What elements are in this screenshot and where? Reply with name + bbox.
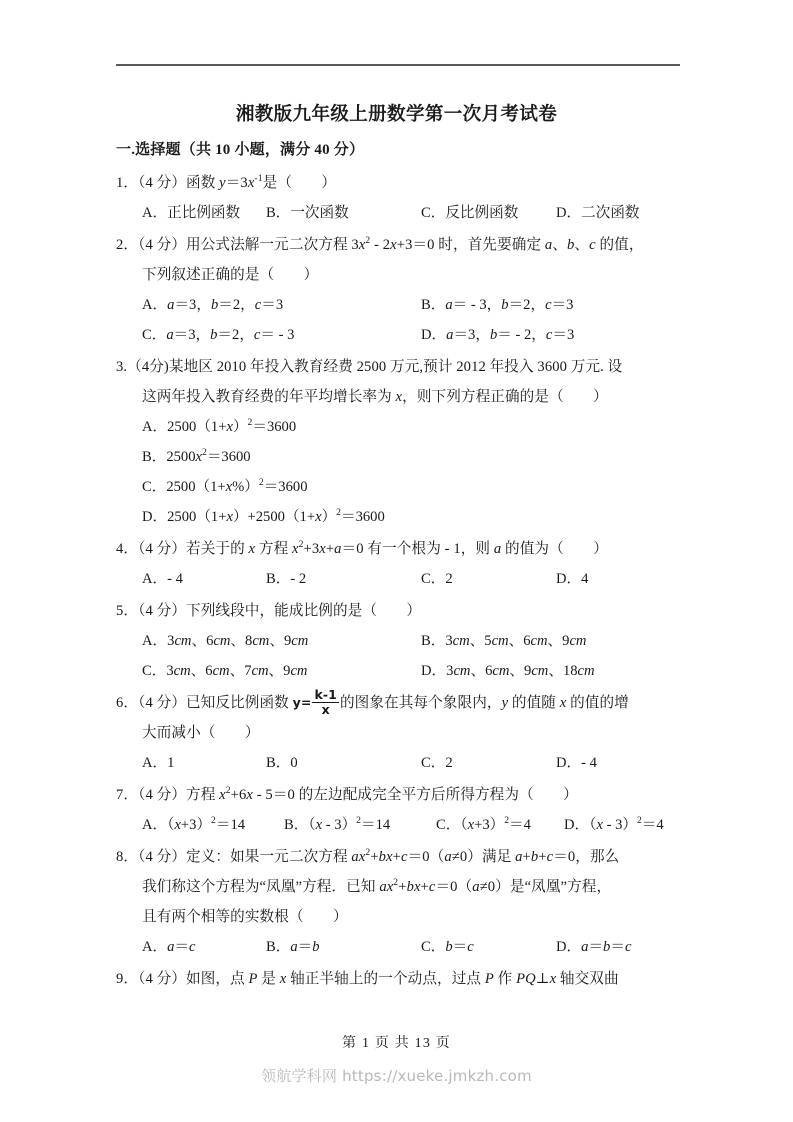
option-c[interactable]: C．3cm、6cm、7cm、9cm — [142, 663, 308, 679]
question-7-options — [116, 810, 682, 840]
option-b[interactable]: B．0 — [266, 755, 298, 771]
question-3-stem-line-1: 3.（4分)某地区 2010 年投入教育经费 2500 万元,预计 2012 年投入 3600 万元. 设 — [116, 359, 623, 375]
question-2-stem-line-1: 2．（4 分）用公式法解一元二次方程 $3x^2 - 2x+3=0$ 时，首先要确定 a、b、c 的值， — [116, 235, 644, 253]
question-6-stem-line-1: 6．（4 分）已知反比例函数 y= $\frac{k-1}{x}$ 的图象在其每个象限内，y 的值随 x 的值的增 — [116, 687, 629, 717]
questions-container — [116, 168, 682, 996]
option-a[interactable]: A．$(x+3)^2=14$ — [142, 815, 246, 833]
option-b[interactable]: B．$2500x^2=3600$ — [142, 447, 251, 465]
option-d[interactable]: D．4 — [556, 571, 589, 587]
section-heading: 一.选择题（共 10 小题，满分 40 分） — [116, 142, 365, 158]
option-a[interactable]: A．a＝3，b＝2，c＝3 — [142, 297, 284, 313]
question-9 — [116, 964, 682, 994]
option-b[interactable]: B．（x - 3）$^2$＝14 — [284, 815, 391, 833]
question-6-options — [116, 748, 682, 778]
option-a[interactable]: A．a＝c — [142, 939, 196, 955]
option-b[interactable]: B．一次函数 — [266, 205, 349, 221]
option-c[interactable]: C．b＝c — [421, 939, 474, 955]
option-d[interactable]: D．（x - 3）$^2$＝4 — [564, 815, 664, 833]
question-8-options — [116, 932, 682, 962]
option-d[interactable]: D．二次函数 — [556, 205, 640, 221]
site-watermark: 领航学科网 https://xueke.jmkzh.com — [261, 1067, 532, 1085]
option-c[interactable]: C．$2500(1+x\%)^2=3600$ — [142, 477, 308, 495]
option-c[interactable]: C．反比例函数 — [421, 205, 519, 221]
question-5-options-row-1 — [116, 626, 682, 656]
question-8-stem-line-1: 8．（4 分）定义：如果一元二次方程 $ax^2+bx+c=0(a\ne 0)$满足 a+b+c＝0，那么 — [116, 847, 620, 865]
question-6-stem-line-2: 大而减小（ ） — [142, 725, 260, 741]
question-7-stem: 7．（4 分）方程 $x^2+6x - 5=0$ 的左边配成完全平方后所得方程为（ ） — [116, 785, 578, 803]
question-4-stem: 4．（4 分）若关于的 x 方程 $x^2+3x+a=0$ 有一个根为 - 1，则 a 的值为（ ） — [116, 539, 608, 557]
page-indicator: 第 1 页 共 13 页 — [342, 1036, 451, 1051]
option-c[interactable]: C．2 — [421, 755, 453, 771]
question-5-options-row-2 — [116, 656, 682, 686]
question-3-stem-line-2: 这两年投入教育经费的年平均增长率为 x，则下列方程正确的是（ ） — [142, 389, 608, 405]
option-d[interactable]: D．a＝3，b＝ - 2，c＝3 — [421, 327, 575, 343]
question-5 — [116, 596, 682, 686]
option-a[interactable]: A．3cm、6cm、8cm、9cm — [142, 633, 309, 649]
question-8-stem-line-2: 我们称这个方程为“凤凰”方程．已知 $ax^2+bx+c=0(a\ne 0)$是“凤凰”方程， — [142, 877, 612, 895]
question-1-stem: 1．（4 分）函数 $y=3x^{-1}$是（ ） — [116, 173, 337, 191]
question-1 — [116, 168, 682, 228]
page-title: 湘教版九年级上册数学第一次月考试卷 — [235, 105, 558, 125]
option-a[interactable]: A．正比例函数 — [142, 205, 241, 221]
question-2-options-row-2 — [116, 320, 682, 350]
question-3 — [116, 352, 682, 532]
question-7 — [116, 780, 682, 840]
option-b[interactable]: B．a＝b — [266, 939, 320, 955]
option-b[interactable]: B．3cm、5cm、6cm、9cm — [421, 633, 587, 649]
question-2 — [116, 230, 682, 350]
question-8-stem-line-3: 且有两个相等的实数根（ ） — [142, 909, 348, 925]
question-8 — [116, 842, 682, 962]
option-b[interactable]: B．- 2 — [266, 571, 307, 587]
option-a[interactable]: A．1 — [142, 755, 175, 771]
question-1-options — [116, 198, 682, 228]
inverse-proportional-fraction: $\frac{k-1}{x}$ — [314, 687, 337, 717]
question-5-stem: 5．（4 分）下列线段中，能成比例的是（ ） — [116, 603, 422, 619]
question-2-options-row-1 — [116, 290, 682, 320]
question-4 — [116, 534, 682, 594]
question-6 — [116, 688, 682, 778]
option-d[interactable]: D．3cm、6cm、9cm、18cm — [421, 663, 595, 679]
question-9-stem: 9．（4 分）如图，点 P 是 x 轴正半轴上的一个动点，过点 P 作 PQ⊥x 轴交双曲 — [116, 971, 619, 987]
option-d[interactable]: D．- 4 — [556, 755, 597, 771]
header-rule — [116, 64, 680, 66]
option-d[interactable]: D．$2500(1+x)+2500(1+x)^2=3600$ — [142, 507, 385, 525]
option-c[interactable]: C．2 — [421, 571, 453, 587]
option-d[interactable]: D．a＝b＝c — [556, 939, 632, 955]
option-a[interactable]: A．- 4 — [142, 571, 183, 587]
question-2-stem-line-2: 下列叙述正确的是（ ） — [142, 267, 319, 283]
option-c[interactable]: C．$(x+3)^2=4$ — [436, 815, 531, 833]
option-a[interactable]: A．$2500(1+x)^2=3600$ — [142, 417, 297, 435]
option-b[interactable]: B．a＝ - 3，b＝2，c＝3 — [421, 297, 574, 313]
question-4-options — [116, 564, 682, 594]
option-c[interactable]: C．a＝3，b＝2，c＝ - 3 — [142, 327, 295, 343]
